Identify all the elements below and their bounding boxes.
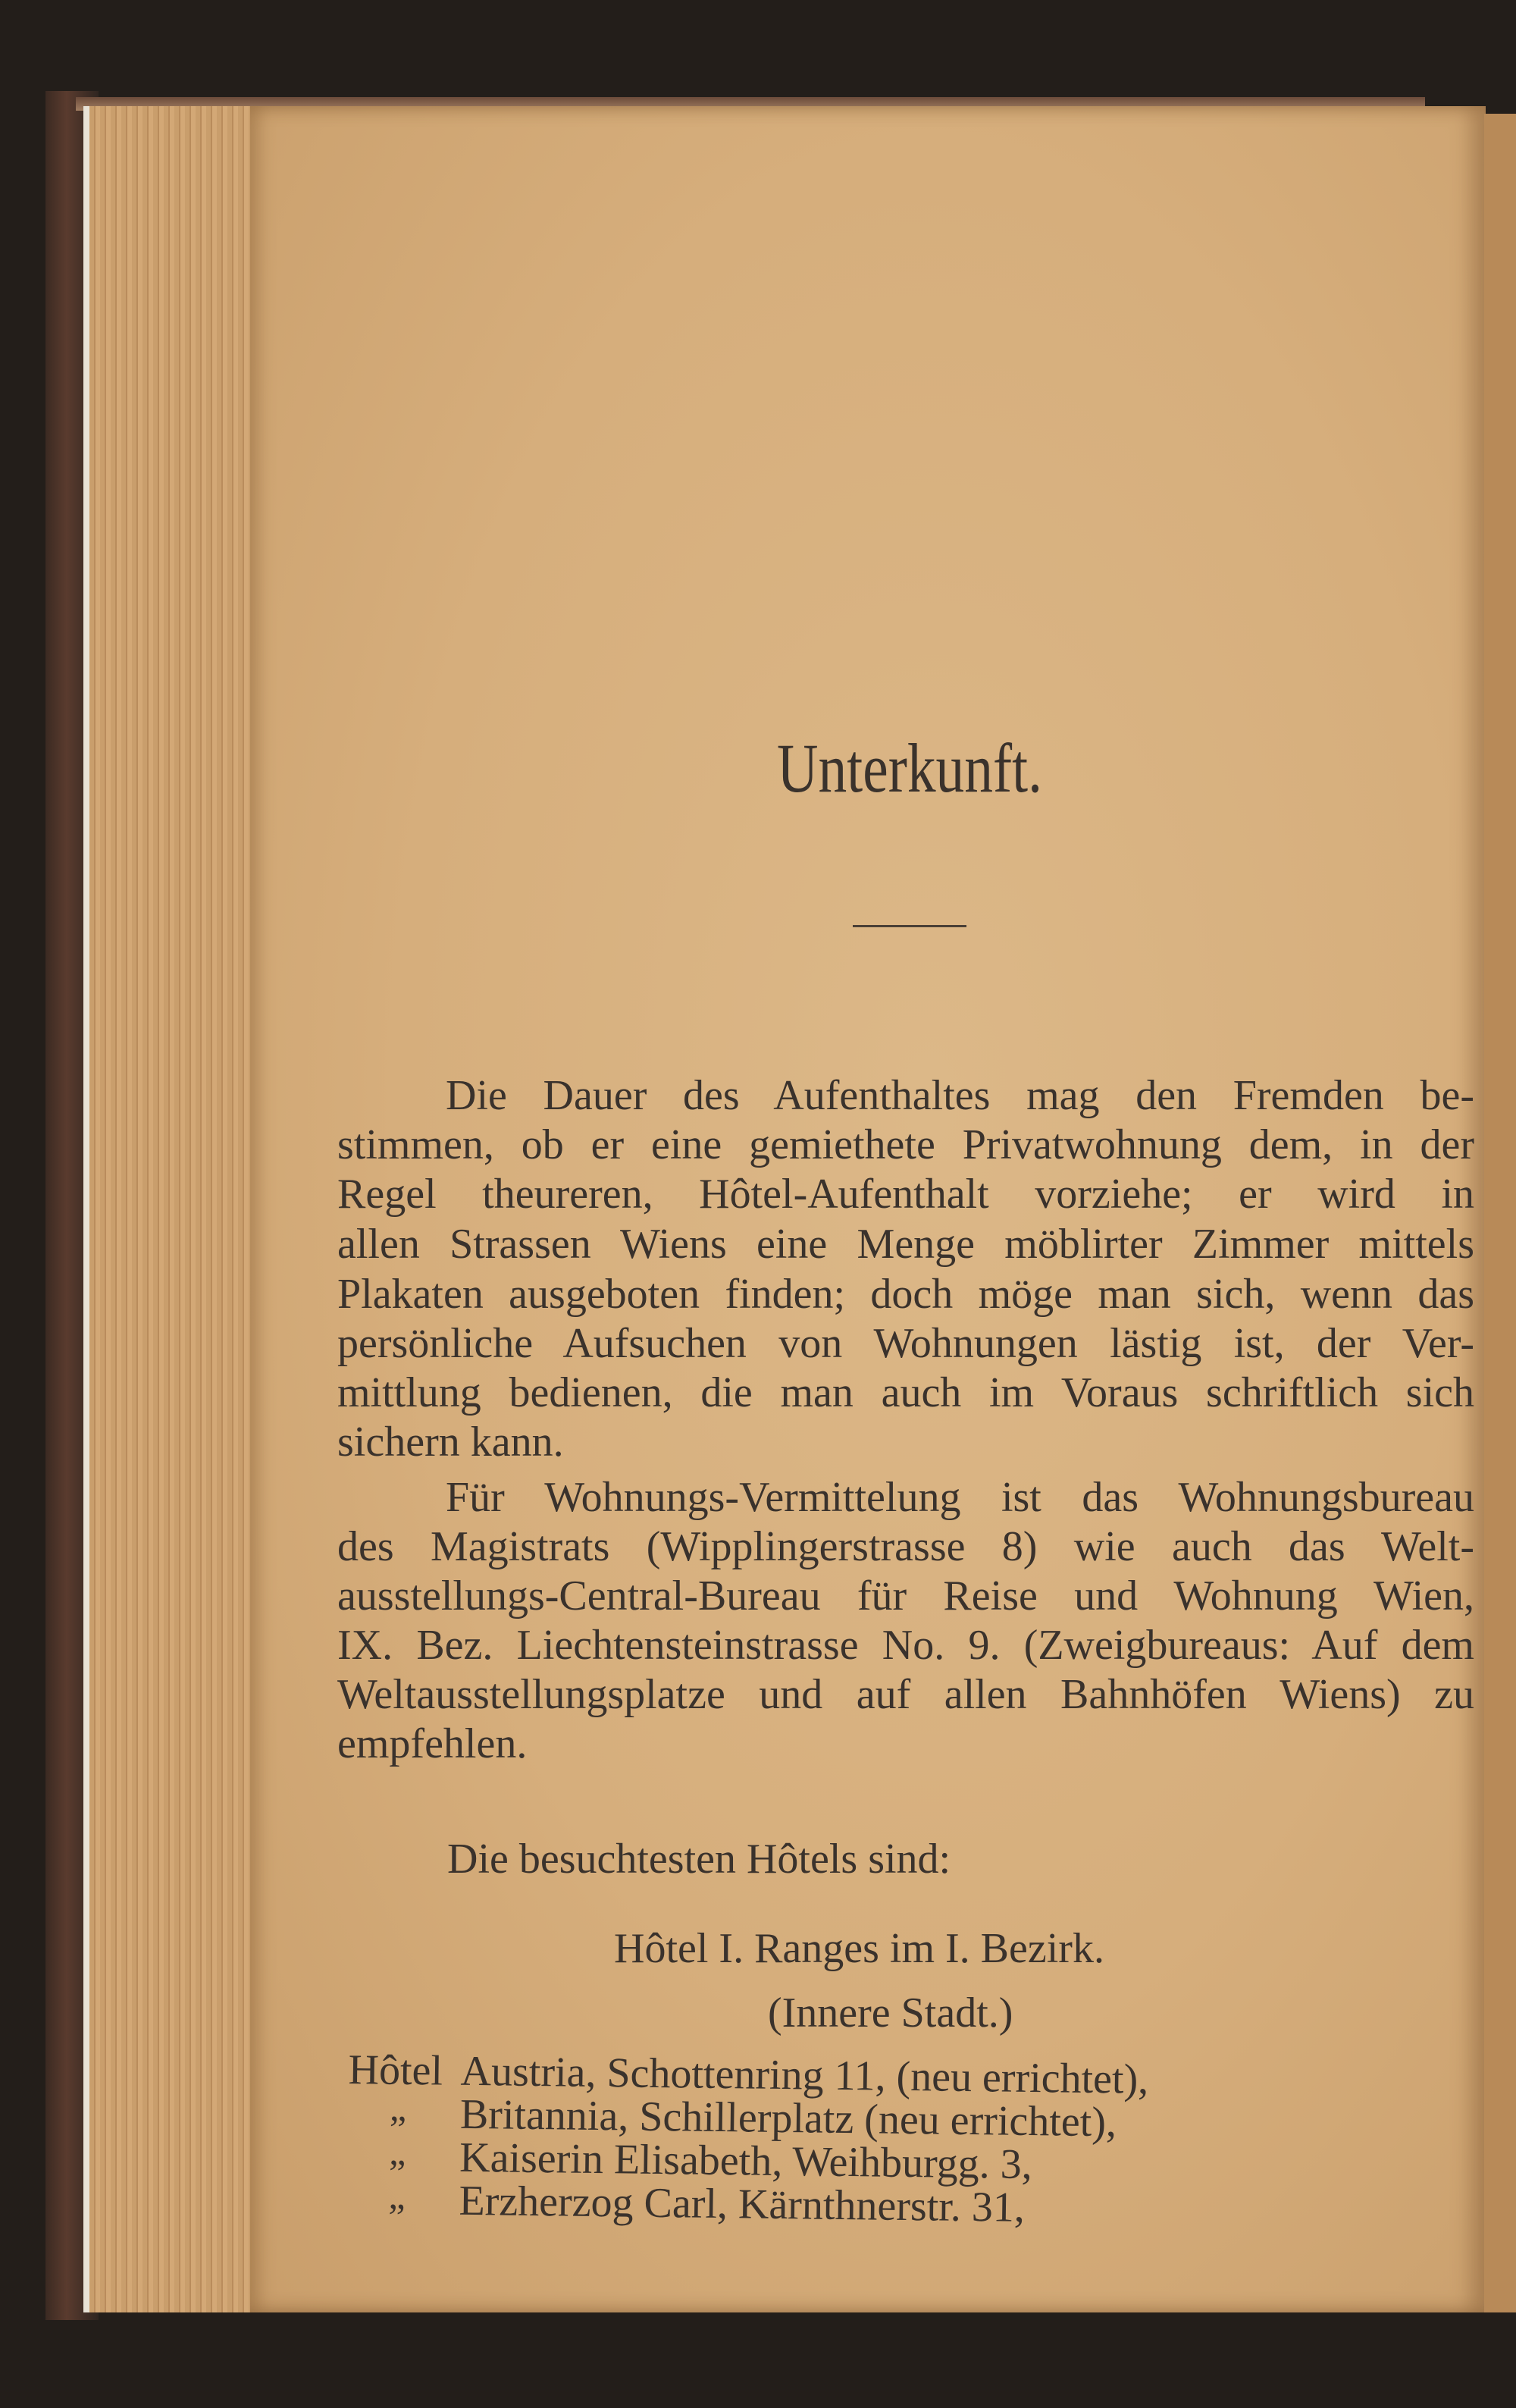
hotel-entry: Kaiserin Elisabeth, Weihburgg. 3, [459, 2134, 1033, 2189]
page-title: Unterkunft. [777, 729, 1042, 807]
text-line: mittlung bedienen, die man auch im Voraus schriftlich sich [337, 1369, 1474, 1416]
text-line: Weltausstellungsplatze und auf allen Bahnhöfen Wiens) zu [337, 1671, 1474, 1718]
text-line: Plakaten ausgeboten finden; doch möge man sich, wenn das [337, 1271, 1474, 1318]
section-subheading: (Innere Stadt.) [768, 1989, 1013, 2036]
hotels-intro: Die besuchtesten Hôtels sind: [447, 1836, 951, 1883]
hotel-entry: Austria, Schottenring 11, (neu errichtet), [460, 2047, 1149, 2103]
ditto-mark: „ [388, 2174, 406, 2217]
text-line: Für Wohnungs-Vermittelung ist das Wohnungsbureau [446, 1474, 1474, 1521]
text-line: empfehlen. [337, 1720, 528, 1767]
text-line: allen Strassen Wiens eine Menge möblirter Zimmer mittels [337, 1221, 1474, 1268]
text-line: IX. Bez. Liechtensteinstrasse No. 9. (Zweigbureaus: Auf dem [337, 1622, 1474, 1669]
text-line: ausstellungs-Central-Bureau für Reise und Wohnung Wien, [337, 1572, 1474, 1619]
text-line: Regel theureren, Hôtel-Aufenthalt vorziehe; er wird in [337, 1171, 1474, 1218]
ditto-mark: „ [388, 2130, 406, 2173]
page-stack-edges [83, 106, 264, 2312]
text-line: sichern kann. [337, 1419, 564, 1466]
hotel-entry: Britannia, Schillerplatz (neu errichtet), [459, 2090, 1117, 2146]
title-divider [853, 925, 966, 927]
hotel-prefix: Hôtel [348, 2046, 443, 2095]
text-line: persönliche Aufsuchen von Wohnungen lästig ist, der Ver- [337, 1320, 1474, 1367]
section-heading: Hôtel I. Ranges im I. Bezirk. [614, 1925, 1104, 1972]
text-line: des Magistrats (Wipplingerstrasse 8) wie auch das Welt- [337, 1523, 1474, 1570]
ditto-mark: „ [389, 2086, 407, 2129]
text-line: stimmen, ob er eine gemiethete Privatwohnung dem, in der [337, 1121, 1474, 1168]
hotel-entry: Erzherzog Carl, Kärnthnerstr. 31, [459, 2177, 1026, 2231]
text-line: Die Dauer des Aufenthaltes mag den Fremden be- [446, 1072, 1474, 1119]
facing-page-edge [1484, 114, 1516, 2312]
